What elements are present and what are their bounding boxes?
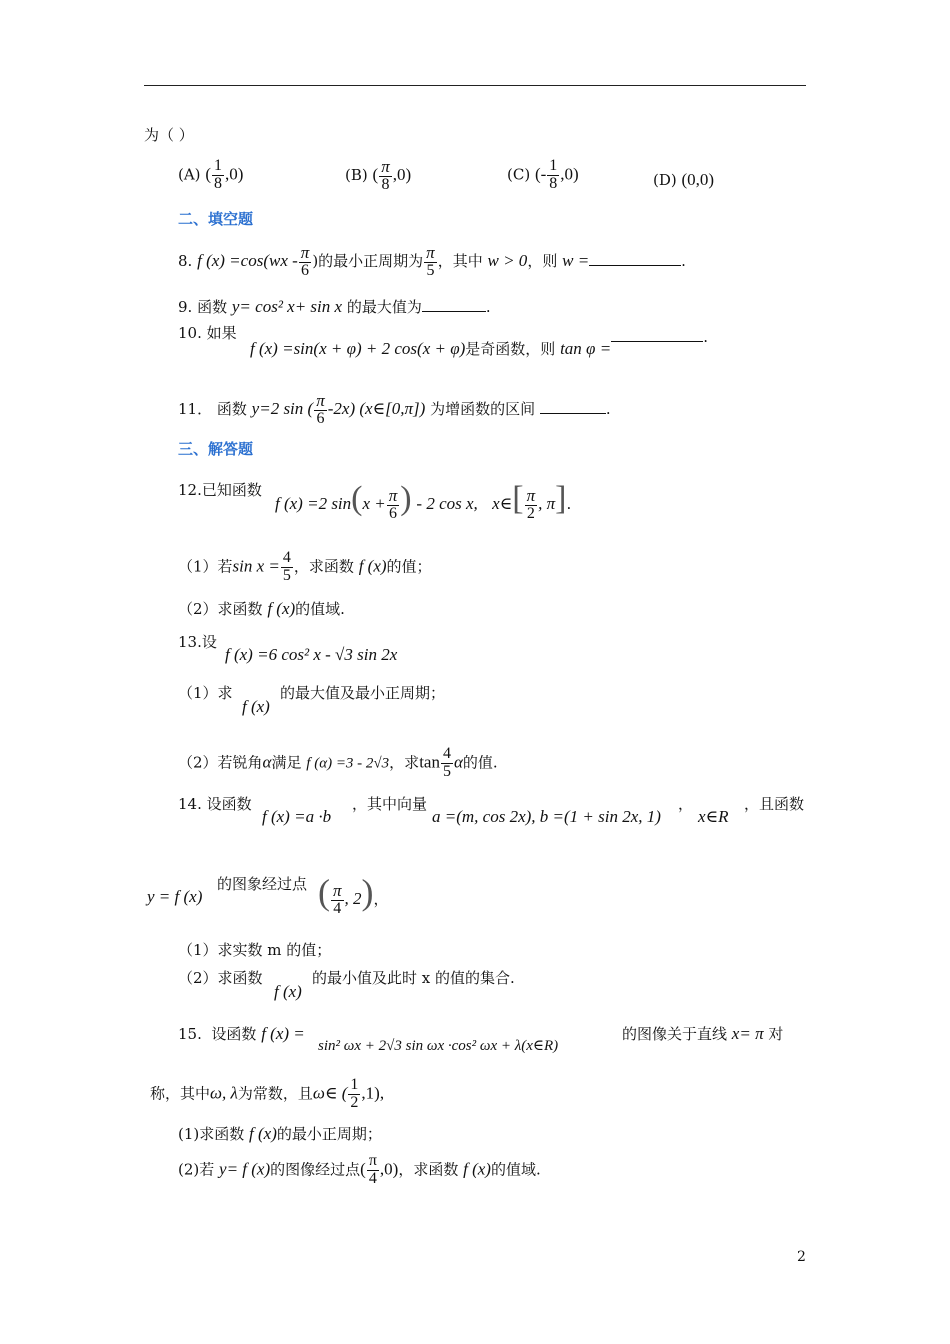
question-13-2: （2）若锐角α满足 f (α) =3 - 2√3，求tan $\frac{4}{5}$ α的值. — [178, 745, 498, 780]
answer-blank[interactable] — [540, 413, 606, 414]
question-14-point: ( $\frac{\pi}{4}$ , 2)， — [318, 872, 389, 918]
choice-label: (D) — [653, 171, 677, 189]
question-15-expr: sin² ωx + 2√3 sin ωx ·cos² ωx + λ(x∈R) — [318, 1038, 559, 1054]
choice-b: (B) ( $\frac{\pi}{8}$ ,0) — [345, 157, 412, 193]
question-14-fx: f (x) =a ·b — [262, 807, 332, 826]
header-rule — [144, 85, 806, 86]
question-15-1: (1)求函数 f (x)的最小正周期； — [178, 1124, 382, 1143]
question-14-domain: x∈R — [698, 807, 729, 826]
question-14-sep: ， — [678, 795, 694, 813]
question-13-1-fx: f (x) — [242, 697, 270, 716]
question-13: 13.设 — [178, 633, 217, 651]
question-13-1-tail: 的最大值及最小正周期； — [280, 684, 446, 702]
question-14-tail: ，且函数 — [744, 795, 805, 813]
question-14-y: y = f (x) — [147, 887, 203, 906]
choice-label: (C) — [507, 165, 531, 184]
choice-c: (C) (- $\frac{1}{8}$ ,0) — [507, 157, 579, 192]
q7-tail: 为（ ） — [144, 126, 194, 144]
question-12-2: （2）求函数 f (x)的值域. — [178, 599, 345, 618]
question-9: 9. 函数 y= cos² x+ sin x 的最大值为 . — [178, 297, 491, 316]
question-12: 12.已知函数 — [178, 481, 262, 499]
question-15-cont: 称，其中ω, λ为常数，且ω∈ ( $\frac{1}{2}$ ,1), — [150, 1076, 385, 1111]
choice-a: (A) ( $\frac{1}{8}$ ,0) — [178, 157, 244, 192]
question-14-text: ，其中向量 — [352, 795, 428, 813]
question-14-point-text: 的图象经过点 — [217, 875, 308, 893]
question-14-2-fx: f (x) — [274, 982, 302, 1001]
question-14-2-tail: 的最小值及此时 x 的值的集合. — [312, 969, 515, 987]
answer-blank[interactable] — [589, 265, 681, 266]
question-14-2: （2）求函数 — [178, 969, 263, 987]
answer-blank[interactable] — [422, 311, 486, 312]
question-11: 11． 函数 y=2 sin ( $\frac{\pi}{6}$ -2x) (x∈[0,π]) 为增函数的区间 . — [178, 391, 611, 427]
question-14: 14. 设函数 — [178, 795, 252, 813]
question-10: 10. 如果 — [178, 324, 237, 342]
page-number: 2 — [797, 1249, 806, 1265]
section-answer: 三、解答题 — [178, 440, 254, 458]
question-15-text: 的图像关于直线 x= π 对 — [622, 1024, 784, 1043]
question-10-expr: f (x) =sin(x + φ) + 2 cos(x + φ)是奇函数，则 tan φ =. — [250, 328, 708, 358]
question-12-1: （1）若sin x = $\frac{4}{5}$ ，求函数 f (x)的值； — [178, 549, 432, 584]
question-14-1: （1）求实数 m 的值； — [178, 941, 332, 959]
choice-label: (B) — [345, 165, 368, 184]
question-12-expr: f (x) =2 sin(x + $\frac{\pi}{6}$ ) - 2 cos x, x∈[ $\frac{\pi}{2}$ , π]. — [275, 480, 572, 523]
question-15: 15. 设函数 f (x) = — [178, 1024, 305, 1043]
question-13-1: （1）求 — [178, 684, 233, 702]
question-8: 8. f (x) =cos(wx - $\frac{\pi}{6}$ )的最小正周期为 $\frac{\pi}{5}$ ，其中 w > 0，则 w = . — [178, 243, 686, 279]
question-13-expr: f (x) =6 cos² x - √3 sin 2x — [225, 645, 398, 664]
choice-d: (D) (0,0) — [653, 170, 715, 189]
question-14-vectors: a =(m, cos 2x), b =(1 + sin 2x, 1) — [432, 807, 661, 826]
section-fill-in: 二、填空题 — [178, 210, 254, 228]
choice-label: (A) — [178, 165, 201, 184]
answer-blank[interactable] — [611, 341, 703, 342]
question-15-2: (2)若 y= f (x)的图像经过点( $\frac{\pi}{4}$ ,0)，求函数 f (x)的值域. — [178, 1152, 541, 1187]
